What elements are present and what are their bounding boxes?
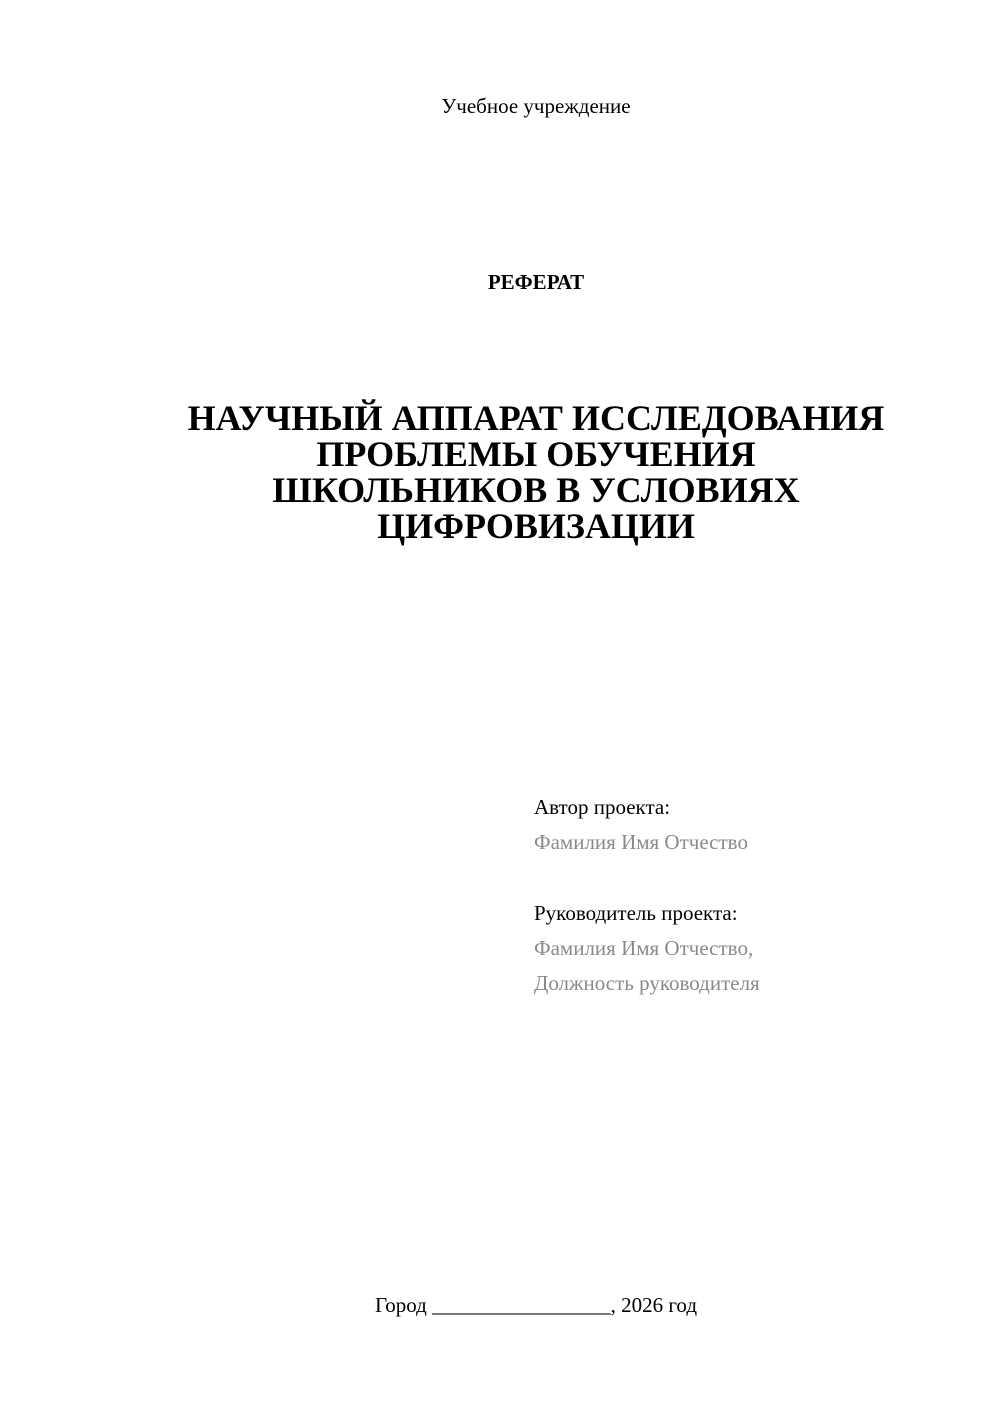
title-line: ЦИФРОВИЗАЦИИ	[377, 506, 695, 546]
spacer	[534, 860, 954, 896]
title-line: ШКОЛЬНИКОВ В УСЛОВИЯХ	[272, 470, 800, 510]
title-line: ПРОБЛЕМЫ ОБУЧЕНИЯ	[316, 434, 756, 474]
supervisor-name: Фамилия Имя Отчество,	[534, 936, 754, 960]
project-people-block	[534, 790, 954, 1001]
title-line: НАУЧНЫЙ АППАРАТ ИССЛЕДОВАНИЯ	[187, 398, 885, 438]
city-year-line: Город _________________, 2026 год	[374, 1293, 698, 1317]
supervisor-label: Руководитель проекта:	[534, 901, 738, 925]
author-name: Фамилия Имя Отчество	[534, 830, 748, 854]
document-title	[0, 400, 1000, 544]
supervisor-position: Должность руководителя	[534, 971, 760, 995]
institution-name: Учебное учреждение	[441, 94, 631, 118]
document-type: РЕФЕРАТ	[487, 270, 585, 294]
author-label: Автор проекта:	[534, 795, 671, 819]
